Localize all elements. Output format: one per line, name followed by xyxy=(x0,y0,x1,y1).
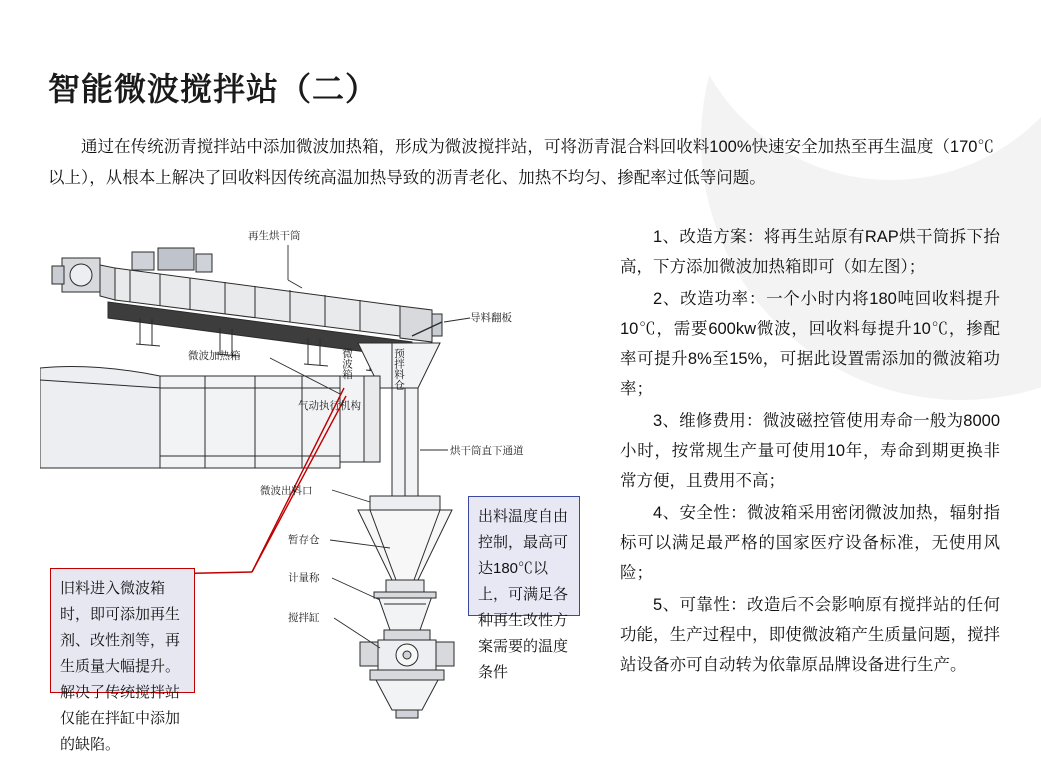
label-weighing-scale: 计量称 xyxy=(288,572,320,584)
plant-body-group xyxy=(40,366,340,468)
technical-diagram xyxy=(40,218,610,753)
label-microwave-outlet: 微波出料口 xyxy=(260,485,313,497)
label-mixing-bin: 预拌料仓 xyxy=(393,348,405,390)
label-pneumatic-actuator: 气动执行机构 xyxy=(298,400,361,412)
intro-paragraph: 通过在传统沥青搅拌站中添加微波加热箱，形成为微波搅拌站，可将沥青混合料回收料100%快速安全加热至再生温度（170℃以上），从根本上解决了回收料因传统高温加热导致的沥青老化、加热不均匀、掺配率过低等问题。 xyxy=(48,138,994,187)
page-title: 智能微波搅拌站（二） xyxy=(48,71,379,107)
label-mixing-cylinder: 搅拌缸 xyxy=(288,612,320,624)
right-item-1: 1、改造方案：将再生站原有RAP烘干筒拆下抬高，下方添加微波加热箱即可（如左图）； xyxy=(620,228,1000,276)
note-red-box: 旧料进入微波箱时，即可添加再生剂、改性剂等，再生质量大幅提升。解决了传统搅拌站仅能在拌缸中添加的缺陷。 xyxy=(50,568,195,693)
lower-equipment-group xyxy=(358,496,454,718)
label-microwave-box: 微波箱 xyxy=(341,348,353,380)
right-item-4: 4、安全性：微波箱采用密闭微波加热，辐射指标可以满足最严格的国家医疗设备标准，无使用风险； xyxy=(620,504,1000,582)
right-item-2: 2、改造功率：一个小时内将180吨回收料提升10℃，需要600kw微波，回收料每提升10℃，掺配率可提升8%至15%，可据此设置需添加的微波箱功率； xyxy=(620,290,1000,398)
note-blue-box: 出料温度自由控制，最高可达180℃以上，可满足各种再生改性方案需要的温度条件 xyxy=(468,496,580,616)
label-guide-flap: 导料翻板 xyxy=(470,312,512,324)
label-buffer-bin: 暂存仓 xyxy=(288,534,320,546)
right-column xyxy=(620,222,1000,682)
right-item-5: 5、可靠性：改造后不会影响原有搅拌站的任何功能，生产过程中，即使微波箱产生质量问题，搅拌站设备亦可自动转为依靠原品牌设备进行生产。 xyxy=(620,596,1000,674)
label-microwave-heater: 微波加热箱 xyxy=(188,350,241,362)
label-under-drum-channel: 烘干筒直下通道 xyxy=(450,445,524,457)
right-item-3: 3、维修费用：微波磁控管使用寿命一般为8000小时，按常规生产量可使用10年，寿命到期更换非常方便，且费用不高； xyxy=(620,412,1000,490)
label-dryer-drum: 再生烘干筒 xyxy=(248,230,301,242)
